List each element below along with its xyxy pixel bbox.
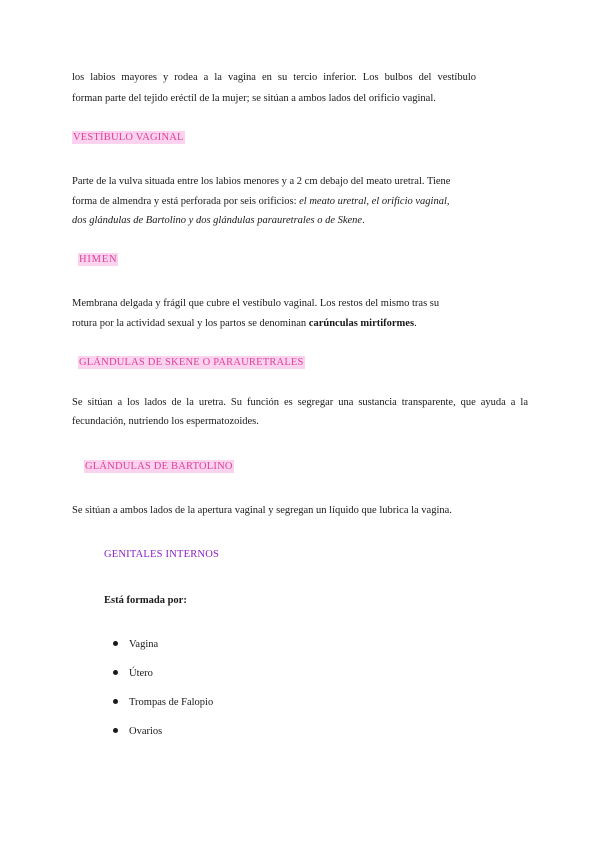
bullet-icon [113,670,118,675]
list-item-label: Trompas de Falopio [129,697,214,708]
vestibulo-line-2-italic: el meato uretral, el orificio vaginal, [299,196,450,207]
section-heading-skene: GLÁNDULAS DE SKENE O PARAURETRALES [79,357,304,368]
himen-line-2-bold: carúnculas mirtiformes [308,318,415,329]
skene-line-1: Se sitúan a los lados de la uretra. Su función es segregar una sustancia transparente, que ayuda a la [72,397,528,408]
list-item-label: Vagina [129,639,159,650]
vestibulo-line-3-end: . [362,215,365,226]
himen-line-2 [72,318,417,329]
section-heading-internos: GENITALES INTERNOS [104,549,220,560]
intro-line-2: forman parte del tejido eréctil de la mujer; se sitúan a ambos lados del orificio vaginal. [72,93,436,104]
intro-line-1: los labios mayores y rodea a la vagina en su tercio inferior. Los bulbos del vestíbulo [72,72,476,83]
section-heading-himen: HIMEN [79,254,118,265]
vestibulo-line-2 [72,196,450,207]
list-item-label: Útero [129,668,153,679]
section-heading-bartolino: GLÁNDULAS DE BARTOLINO [85,461,233,472]
list-item [113,639,158,650]
vestibulo-line-1: Parte de la vulva situada entre los labios menores y a 2 cm debajo del meato uretral. Tiene [72,176,451,187]
bullet-icon [113,641,118,646]
vestibulo-line-2-text: forma de almendra y está perforada por seis orificios: [72,196,300,207]
himen-line-2-end: . [414,318,417,329]
list-item [113,697,213,708]
skene-line-2: fecundación, nutriendo los espermatozoides. [72,416,259,427]
himen-line-1: Membrana delgada y frágil que cubre el vestíbulo vaginal. Los restos del mismo tras su [72,298,440,309]
bullet-icon [113,728,118,733]
bullet-icon [113,699,118,704]
vestibulo-line-3-italic: dos glándulas de Bartolino y dos glándulas parauretrales o de Skene [72,215,363,226]
bartolino-line-1: Se sitúan a ambos lados de la apertura vaginal y segregan un líquido que lubrica la vagina. [72,505,452,516]
list-item [113,668,153,679]
list-item-label: Ovarios [129,726,163,737]
vestibulo-line-3 [72,215,365,226]
list-item [113,726,162,737]
section-heading-vestibulo: VESTÍBULO VAGINAL [73,132,184,143]
internos-subheading: Está formada por: [104,595,187,606]
himen-line-2-text: rotura por la actividad sexual y los partos se denominan [72,318,309,329]
